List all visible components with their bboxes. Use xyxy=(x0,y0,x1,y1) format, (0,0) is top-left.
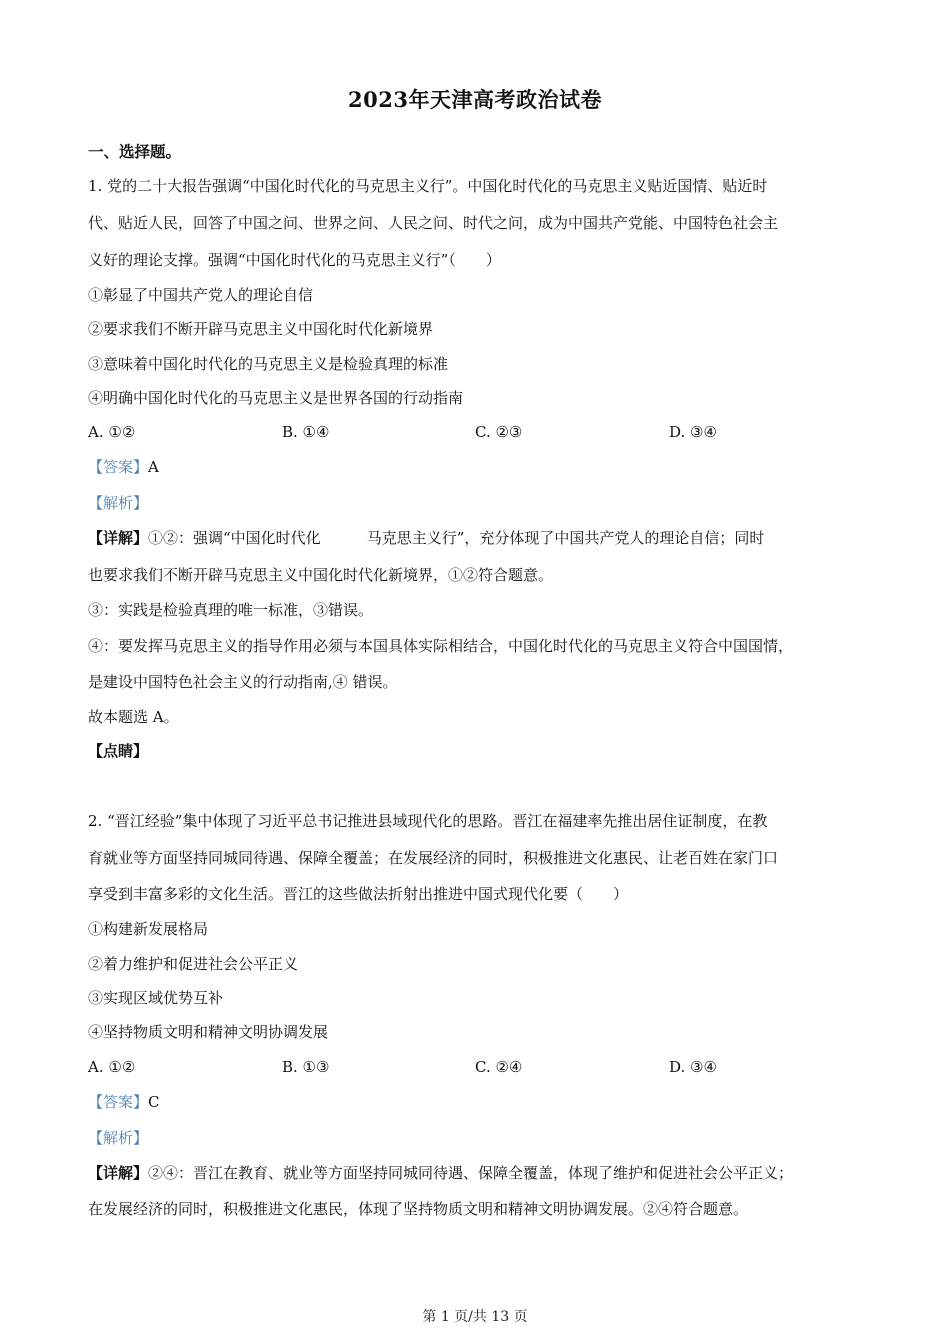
q2-stem-line-2: 育就业等方面坚持同城同待遇、保障全覆盖；在发展经济的同时，积极推进文化惠民、让老百姓在家门口 xyxy=(88,849,779,867)
q2-item-1: ①构建新发展格局 xyxy=(88,920,209,938)
q1-detail-line-5: 是建设中国特色社会主义的行动指南,④ 错误。 xyxy=(88,673,398,691)
q1-detail-line-1 xyxy=(88,527,878,549)
q2-answer-label: 【答案】 xyxy=(88,1093,149,1111)
q2-option-d: D. ③④ xyxy=(669,1058,717,1076)
q1-options xyxy=(88,421,878,443)
q2-options xyxy=(88,1056,878,1078)
q2-option-b: B. ①③ xyxy=(282,1058,330,1076)
q2-detail-line-1 xyxy=(88,1162,878,1184)
q2-analysis-label: 【解析】 xyxy=(88,1129,149,1147)
q2-stem-line-3: 享受到丰富多彩的文化生活。晋江的这些做法折射出推进中国式现代化要（ ） xyxy=(88,885,629,903)
q2-stem-line-1: 2. “晋江经验”集中体现了习近平总书记推进县域现代化的思路。晋江在福建率先推出居住证制度，在教 xyxy=(88,812,768,830)
q1-answer-value: A xyxy=(148,458,159,476)
page-title: 2023年天津高考政治试卷 xyxy=(348,87,602,112)
q1-conclusion: 故本题选 A。 xyxy=(88,708,179,726)
q2-answer-value: C xyxy=(148,1093,160,1111)
q2-item-3: ③实现区域优势互补 xyxy=(88,989,224,1007)
q2-item-2: ②着力维护和促进社会公平正义 xyxy=(88,955,299,973)
q1-option-a: A. ①② xyxy=(88,423,136,441)
q2-answer xyxy=(88,1091,878,1113)
q1-analysis-label: 【解析】 xyxy=(88,494,149,512)
q1-answer-label: 【答案】 xyxy=(88,458,149,476)
q1-detail-label: 【详解】 xyxy=(88,529,149,547)
q1-stem-line-2: 代、贴近人民，回答了中国之问、世界之问、人民之问、时代之问，成为中国共产党能、中国特色社会主 xyxy=(88,214,779,232)
q2-option-c: C. ②④ xyxy=(475,1058,523,1076)
q1-item-3: ③意味着中国化时代化的马克思主义是检验真理的标准 xyxy=(88,355,449,373)
q1-detail-line-4: ④：要发挥马克思主义的指导作用必须与本国具体实际相结合，中国化时代化的马克思主义符合中国国情， xyxy=(88,637,794,655)
q1-option-d: D. ③④ xyxy=(669,423,717,441)
q1-detail-line-3: ③：实践是检验真理的唯一标准，③错误。 xyxy=(88,601,374,619)
q1-item-1: ①彰显了中国共产党人的理论自信 xyxy=(88,286,314,304)
q1-option-b: B. ①④ xyxy=(282,423,330,441)
q2-item-4: ④坚持物质文明和精神文明协调发展 xyxy=(88,1023,329,1041)
q2-detail-1: ②④：晋江在教育、就业等方面坚持同城同待遇、保障全覆盖，体现了维护和促进社会公平正义； xyxy=(148,1164,794,1182)
q1-stem-line-3: 义好的理论支撑。强调“中国化时代化的马克思主义行”（ ） xyxy=(88,251,501,269)
q1-detail-1a: ①②：强调“中国化时代化 xyxy=(148,529,321,547)
q1-tip-label: 【点睛】 xyxy=(88,742,149,760)
q2-option-a: A. ①② xyxy=(88,1058,136,1076)
q1-option-c: C. ②③ xyxy=(475,423,523,441)
page-footer: 第 1 页/共 13 页 xyxy=(422,1309,528,1325)
q1-item-2: ②要求我们不断开辟马克思主义中国化时代化新境界 xyxy=(88,320,434,338)
q1-stem-line-1: 1. 党的二十大报告强调“中国化时代化的马克思主义行”。中国化时代化的马克思主义贴近国情、贴近时 xyxy=(88,177,768,195)
q2-detail-line-2: 在发展经济的同时，积极推进文化惠民，体现了坚持物质文明和精神文明协调发展。②④符合题意。 xyxy=(88,1200,749,1218)
q1-answer xyxy=(88,456,878,478)
q1-item-4: ④明确中国化时代化的马克思主义是世界各国的行动指南 xyxy=(88,389,464,407)
q2-detail-label: 【详解】 xyxy=(88,1164,149,1182)
q1-detail-line-2: 也要求我们不断开辟马克思主义中国化时代化新境界，①②符合题意。 xyxy=(88,566,554,584)
section-heading: 一、选择题。 xyxy=(88,142,182,161)
q1-detail-1b: 马克思主义行”，充分体现了中国共产党人的理论自信；同时 xyxy=(366,529,765,547)
